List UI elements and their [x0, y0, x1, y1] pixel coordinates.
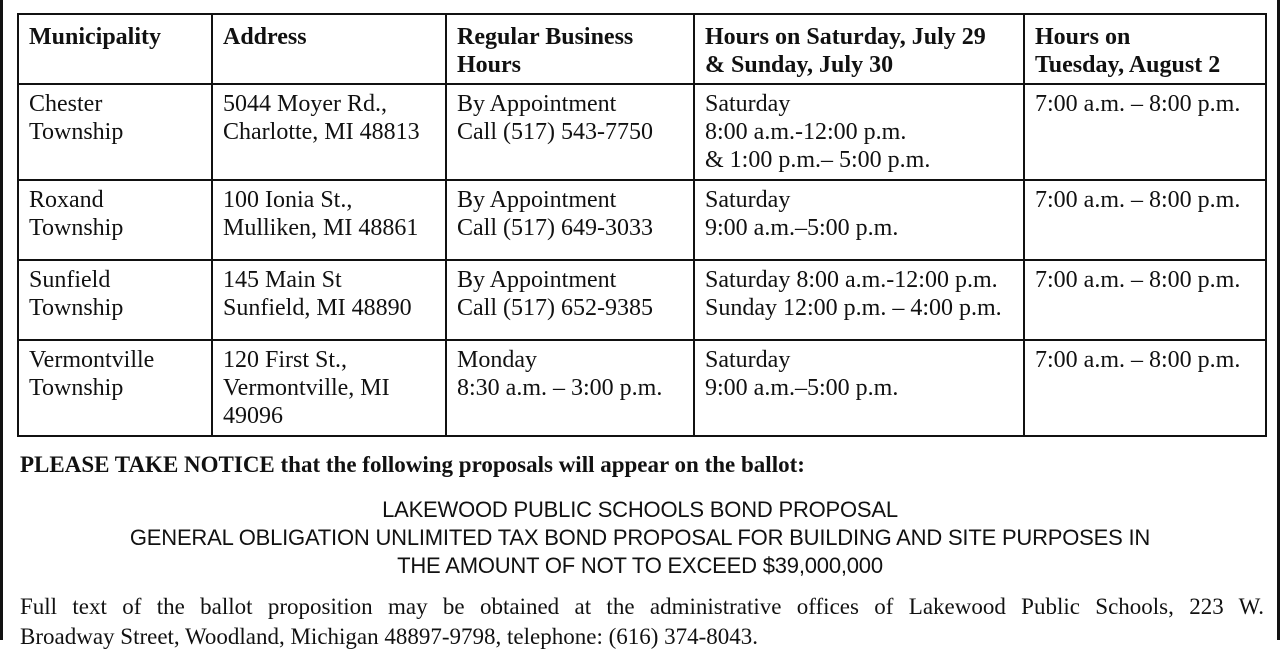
cell-weekend-hours: Saturday 8:00 a.m.-12:00 p.m. Sunday 12:00 p.m. – 4:00 p.m. — [694, 260, 1024, 340]
cell-weekend-hours: Saturday 9:00 a.m.–5:00 p.m. — [694, 340, 1024, 436]
cell-election-day-hours: 7:00 a.m. – 8:00 p.m. — [1024, 180, 1266, 260]
proposal-line: GENERAL OBLIGATION UNLIMITED TAX BOND PROPOSAL FOR BUILDING AND SITE PURPOSES IN — [129, 525, 1151, 550]
cell-address: 145 Main St Sunfield, MI 48890 — [212, 260, 446, 340]
proposal-line: LAKEWOOD PUBLIC SCHOOLS BOND PROPOSAL — [382, 497, 898, 522]
cell-regular-hours: By Appointment Call (517) 652-9385 — [446, 260, 694, 340]
cell-regular-hours: By Appointment Call (517) 649-3033 — [446, 180, 694, 260]
ballot-notice: PLEASE TAKE NOTICE that the following proposals will appear on the ballot: — [20, 452, 805, 477]
cell-municipality: Vermontville Township — [18, 340, 212, 436]
table-row — [18, 260, 1266, 340]
cell-regular-hours: By Appointment Call (517) 543-7750 — [446, 84, 694, 180]
polling-hours-table — [17, 13, 1267, 437]
header-weekend-hours: Hours on Saturday, July 29 & Sunday, July 30 — [694, 14, 1024, 84]
cell-address: 120 First St., Vermontville, MI 49096 — [212, 340, 446, 436]
proposal-line: THE AMOUNT OF NOT TO EXCEED $39,000,000 — [397, 553, 883, 578]
cell-election-day-hours: 7:00 a.m. – 8:00 p.m. — [1024, 340, 1266, 436]
cell-regular-hours: Monday 8:30 a.m. – 3:00 p.m. — [446, 340, 694, 436]
table-row — [18, 340, 1266, 436]
cell-municipality: Sunfield Township — [18, 260, 212, 340]
cell-municipality: Chester Township — [18, 84, 212, 180]
header-address: Address — [212, 14, 446, 84]
table-row — [18, 180, 1266, 260]
cell-address: 100 Ionia St., Mulliken, MI 48861 — [212, 180, 446, 260]
table-header-row — [18, 14, 1266, 84]
cell-election-day-hours: 7:00 a.m. – 8:00 p.m. — [1024, 84, 1266, 180]
cell-weekend-hours: Saturday 9:00 a.m.–5:00 p.m. — [694, 180, 1024, 260]
full-text-info-line-1: Full text of the ballot proposition may be obtained at the administrative offices of Lakewood Public Schools, 223 W. — [20, 594, 1264, 619]
cell-weekend-hours: Saturday 8:00 a.m.-12:00 p.m. & 1:00 p.m.– 5:00 p.m. — [694, 84, 1024, 180]
cell-municipality: Roxand Township — [18, 180, 212, 260]
full-text-info-line-2: Broadway Street, Woodland, Michigan 48897-9798, telephone: (616) 374-8043. — [20, 624, 759, 649]
cell-election-day-hours: 7:00 a.m. – 8:00 p.m. — [1024, 260, 1266, 340]
header-regular-hours: Regular Business Hours — [446, 14, 694, 84]
cell-address: 5044 Moyer Rd., Charlotte, MI 48813 — [212, 84, 446, 180]
table-row — [18, 84, 1266, 180]
header-municipality: Municipality — [18, 14, 212, 84]
header-election-day-hours: Hours on Tuesday, August 2 — [1024, 14, 1266, 84]
bond-proposal-title — [20, 496, 1260, 580]
